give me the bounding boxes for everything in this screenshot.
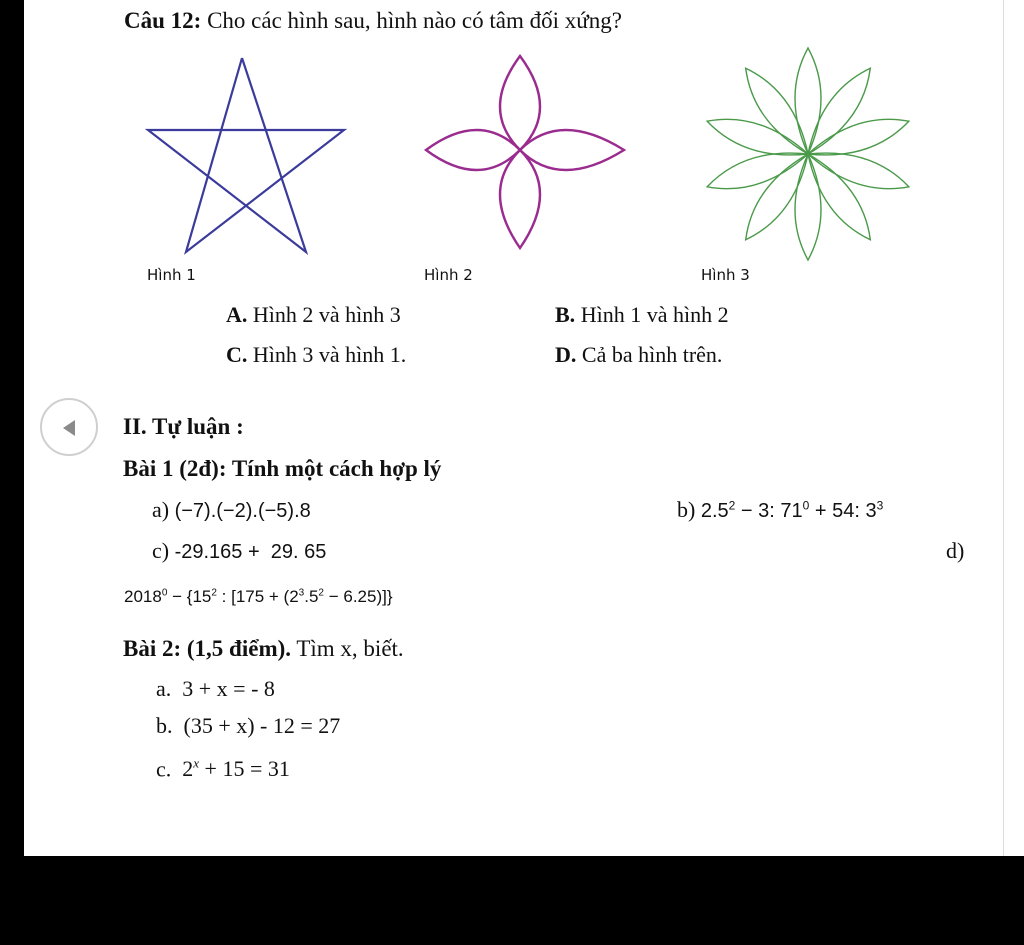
option-b — [555, 302, 729, 328]
figure-3-caption: Hình 3 — [701, 266, 750, 284]
b-part-2: − 3: 71 — [735, 500, 803, 522]
option-d-key: D. — [555, 342, 577, 367]
d-exp-3: 3 — [298, 587, 305, 599]
c-rest: + 15 = 31 — [199, 756, 290, 782]
d-exp-1: 0 — [161, 587, 168, 599]
star-outline — [148, 58, 344, 252]
flower-petal — [795, 154, 821, 260]
figure-1-caption: Hình 1 — [147, 266, 196, 284]
figure-2-petals — [418, 48, 628, 258]
option-a-text: Hình 2 và hình 3 — [247, 302, 401, 327]
b-exp-2: 0 — [802, 498, 810, 513]
b-exp-1: 2 — [728, 498, 736, 513]
figure-3-flower — [698, 44, 918, 264]
bai-1-c-key: c) — [152, 538, 170, 563]
bai-1-b-key: b) — [677, 497, 696, 522]
flower-petal — [707, 119, 808, 155]
bai-1-d-key: d) — [946, 538, 965, 563]
bai-2-label: Bài 2: (1,5 điểm). — [123, 636, 292, 661]
bai-1-heading: Bài 1 (2đ): Tính một cách hợp lý — [123, 456, 442, 481]
d-part-1: 2018 — [124, 587, 162, 606]
bai-1-d-expr — [124, 587, 393, 607]
flower-petal — [808, 119, 909, 155]
option-c — [226, 342, 406, 368]
page-edge — [1003, 0, 1004, 856]
c-exp: x — [193, 756, 200, 771]
flower-petal — [746, 68, 808, 154]
d-part-4: .5 — [304, 587, 319, 606]
bai-2-c-expr — [182, 756, 290, 781]
bai-2-a-key: a. — [156, 676, 172, 701]
bai-2-c-key: c. — [156, 756, 172, 782]
bai-2-heading — [123, 636, 404, 662]
flower-petals — [707, 48, 909, 260]
b-part-3: + 54: 3 — [809, 500, 877, 522]
b-part-1: 2.5 — [700, 500, 729, 522]
question-12-text: Cho các hình sau, hình nào có tâm đối xứng? — [201, 8, 622, 33]
bai-1-a-expr: (−7).(−2).(−5).8 — [174, 500, 311, 522]
bai-1-a-key: a) — [152, 497, 170, 522]
d-exp-4: 2 — [318, 587, 324, 599]
d-part-3: : [175 + (2 — [216, 587, 299, 606]
bai-1-c — [152, 538, 326, 564]
figure-2-caption: Hình 2 — [424, 266, 473, 284]
flower-petal — [808, 154, 870, 240]
section-2-title: II. Tự luận : — [123, 414, 244, 439]
flower-petal — [746, 154, 808, 240]
bai-1-a — [152, 497, 311, 523]
bai-1-b — [677, 497, 883, 523]
bai-2-a-expr: 3 + x = - 8 — [182, 676, 275, 701]
option-a-key: A. — [226, 302, 248, 327]
flower-petal — [808, 68, 870, 154]
flower-petal — [707, 153, 808, 189]
chevron-left-icon — [58, 416, 82, 440]
option-c-text: Hình 3 và hình 1. — [247, 342, 407, 367]
bai-2-c — [156, 756, 290, 782]
d-part-5: − 6.25)]} — [323, 587, 393, 606]
bai-2-b-key: b. — [156, 713, 173, 738]
c-base: 2 — [182, 756, 194, 782]
bai-2-text: Tìm x, biết. — [291, 636, 404, 661]
figure-1-star — [148, 58, 348, 258]
flower-petal — [808, 153, 909, 189]
petal-outlines — [426, 56, 624, 248]
option-a — [226, 302, 401, 328]
back-button[interactable] — [40, 398, 98, 456]
option-c-key: C. — [226, 342, 248, 367]
bai-1-c-expr: -29.165 + 29. 65 — [174, 541, 327, 563]
bai-2-b-expr: (35 + x) - 12 = 27 — [183, 713, 341, 738]
question-12-label: Câu 12: — [124, 8, 202, 33]
option-d-text: Cả ba hình trên. — [576, 342, 723, 367]
option-b-key: B. — [555, 302, 576, 327]
option-d — [555, 342, 722, 368]
d-part-2: − {15 — [167, 587, 212, 606]
bai-2-a — [156, 676, 275, 702]
bai-1-b-expr — [701, 500, 883, 522]
option-b-text: Hình 1 và hình 2 — [575, 302, 729, 327]
bai-2-b — [156, 713, 340, 739]
b-exp-3: 3 — [876, 498, 884, 513]
question-12-heading — [124, 8, 622, 34]
d-exp-2: 2 — [211, 587, 217, 599]
flower-petal — [795, 48, 821, 154]
